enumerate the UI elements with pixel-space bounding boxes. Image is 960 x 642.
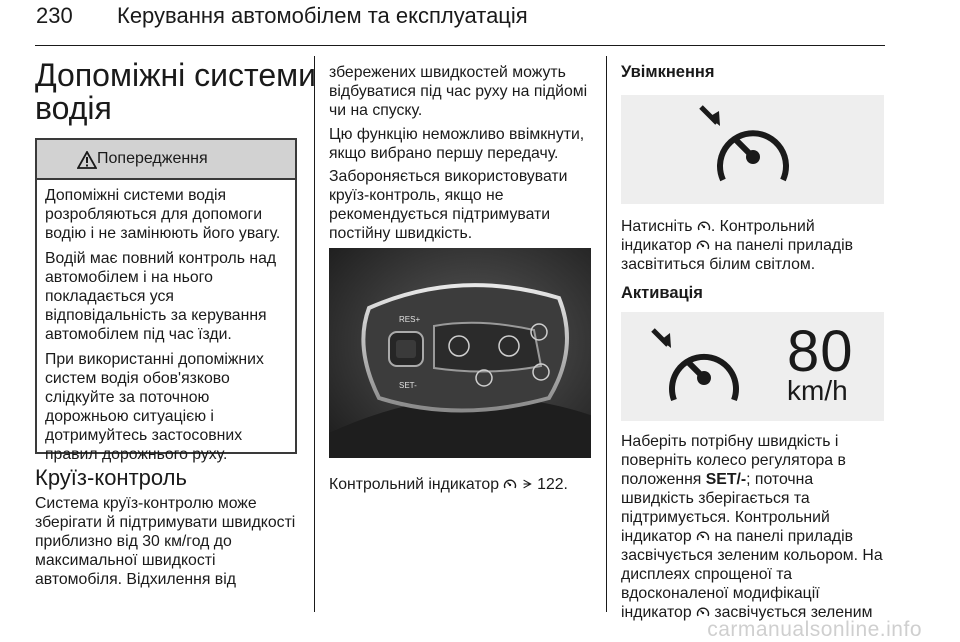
photo-caption <box>329 475 604 494</box>
warning-paragraph <box>45 186 287 243</box>
text-line: Забороняється використовувати <box>329 168 568 185</box>
cruise-control-icon <box>697 220 711 232</box>
text-fragment: на панелі приладів <box>714 528 854 545</box>
speed-unit: km/h <box>787 375 848 406</box>
col2-paragraph-3 <box>329 167 604 243</box>
text-line: автомобілем і на нього <box>45 269 213 286</box>
text-line: приблизно від 30 км/год до <box>35 533 232 550</box>
text-line: збережених швидкостей можуть <box>329 64 566 81</box>
text-line: При використанні допоміжних <box>45 351 264 368</box>
text-line: дорожньою ситуацією і <box>45 408 214 425</box>
cruise-control-icon <box>696 239 710 251</box>
text-line: постійну швидкість. <box>329 225 473 242</box>
text-line: автомобілем під час їзди. <box>45 326 232 343</box>
speed-value: 80 <box>787 319 854 384</box>
text-line: розробляються для допомоги <box>45 206 263 223</box>
text-line: чи на спуску. <box>329 102 423 119</box>
cruise-control-active-symbol <box>621 312 761 421</box>
watermark: carmanualsonline.info <box>707 618 922 641</box>
text-line: систем водія обов'язково <box>45 370 230 387</box>
cruise-icon-figure <box>621 95 884 204</box>
text-line: відбуватися під час руху на підйомі <box>329 83 588 100</box>
set-minus-label: SET/- <box>705 471 747 488</box>
text-fragment: індикатор <box>621 604 692 621</box>
warning-paragraph <box>45 249 287 344</box>
running-header-title: Керування автомобілем та експлуатація <box>117 3 528 28</box>
text-line: засвічується зеленим кольором. На <box>621 547 883 564</box>
column-divider <box>606 56 607 612</box>
col2-paragraph-2 <box>329 125 604 163</box>
text-line: правил дорожнього руху. <box>45 446 228 463</box>
text-line: покладається уся <box>45 288 174 305</box>
section-text <box>35 494 305 589</box>
warning-title: Попередження <box>97 150 208 167</box>
caption-text: Контрольний індикатор <box>329 476 499 493</box>
text-line: автомобіля. Відхилення від <box>35 571 236 588</box>
activation-text <box>621 432 891 622</box>
page-heading-line-2: водія <box>35 90 112 126</box>
section-title: Круїз-контроль <box>35 465 187 490</box>
steering-wheel-photo <box>329 248 591 458</box>
text-line: Наберіть потрібну швидкість і <box>621 433 839 450</box>
text-fragment: положення <box>621 471 702 488</box>
text-line: слідкуйте за поточною <box>45 389 210 406</box>
page-number: 230 <box>36 3 73 28</box>
text-line: вдосконаленої модифікації <box>621 585 820 602</box>
page-reference-icon <box>522 478 533 490</box>
column-divider <box>314 56 315 612</box>
cruise-control-icon <box>696 606 710 618</box>
cruise-control-symbol <box>621 95 884 204</box>
text-fragment: на панелі приладів <box>714 237 854 254</box>
text-fragment: індикатор <box>621 237 692 254</box>
warning-header <box>37 140 295 180</box>
header-rule <box>35 45 885 46</box>
text-line: водію і не замінюють його увагу. <box>45 225 281 242</box>
text-fragment: ; поточна <box>746 471 814 488</box>
text-line: Цю функцію неможливо ввімкнути, <box>329 126 585 143</box>
text-line: Допоміжні системи водія <box>45 187 227 204</box>
warning-paragraph <box>45 350 287 464</box>
text-line: зберігати й підтримувати швидкості <box>35 514 296 531</box>
text-line: дотримуйтесь застосовних <box>45 427 243 444</box>
page-reference: 122. <box>537 476 568 493</box>
text-line: поверніть колесо регулятора в <box>621 452 846 469</box>
text-line: підтримується. Контрольний <box>621 509 830 526</box>
heading-activation: Активація <box>621 284 703 302</box>
cruise-control-icon <box>503 478 517 490</box>
warning-triangle-icon <box>77 151 97 169</box>
text-fragment: Натисніть <box>621 218 693 235</box>
text-line: відповідальність за керування <box>45 307 267 324</box>
warning-box <box>35 138 297 463</box>
text-fragment: засвічується зеленим <box>714 604 873 621</box>
cruise-control-icon <box>696 530 710 542</box>
text-line: максимальної швидкості <box>35 552 216 569</box>
text-line: швидкість зберігається та <box>621 490 810 507</box>
warning-body <box>37 180 295 464</box>
text-line: рекомендується підтримувати <box>329 206 551 223</box>
set-label: SET- <box>399 381 417 390</box>
col2-paragraph-1 <box>329 63 604 120</box>
text-line: дисплеях спрощеної та <box>621 566 793 583</box>
switch-on-text <box>621 217 891 274</box>
text-line: Водій має повний контроль над <box>45 250 277 267</box>
page-heading-line-1: Допоміжні системи <box>35 57 316 93</box>
steering-wheel-illustration <box>329 248 591 458</box>
res-label: RES+ <box>399 315 421 324</box>
text-line: круїз-контроль, якщо не <box>329 187 504 204</box>
text-fragment: . Контрольний <box>710 218 815 235</box>
text-fragment: індикатор <box>621 528 692 545</box>
text-line: Система круїз-контролю може <box>35 495 257 512</box>
text-line: якщо вибрано першу передачу. <box>329 145 559 162</box>
activation-display-figure <box>621 312 884 421</box>
text-line: засвітиться білим світлом. <box>621 256 816 273</box>
heading-switch-on: Увімкнення <box>621 63 715 81</box>
